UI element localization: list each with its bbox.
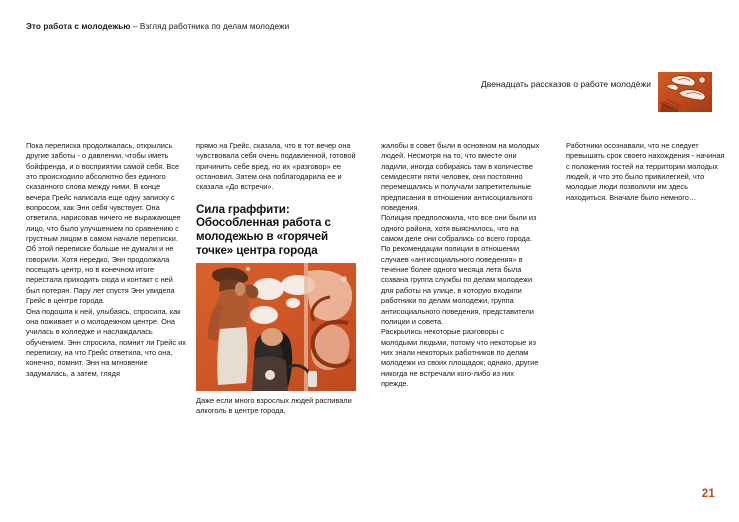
paragraph: По рекомендации полиции в отношении случаев «антисоциального поведения» в течение более одного месяца лета была созвана группа службы по делам молодежи для работы на улице, в которую входили работники по делам молодежи, группа антисоциального поведения, представители полиции и совета. (381, 244, 534, 326)
text-column-3 (381, 141, 541, 389)
paragraph: Об этой переписке больше не думали и не говорили. Хотя нередко, Энн продолжала посещать центр, но в конечном итоге перестала приходить сюда и контакт с ней был потерян. Пару лет спустя Энн увидела Грейс в центре города. (26, 244, 175, 306)
paragraph: прямо на Грейс, сказала, что в тот вечер она чувствовала себя очень подавленной, готовой причинить себе вред, но их «разговор» ее остановил. Затем она поблагодарила ее и сказала «До встречи». (196, 141, 356, 192)
paragraph: Работники осознавали, что не следует превышать срок своего нахождения - начиная с положения гостей на территории молодых людей, и что это было привилегией, что молодые люди позволили им здесь находиться. Вначале было немного… (566, 141, 725, 202)
text-column-2 (196, 141, 356, 417)
paragraph: Она подошла к ней, улыбаясь, спросила, как она поживает и о молодежном центре. Она училась в колледже и наслаждалась обучением. Энн спросила, помнит ли Грейс их переписку, на что Грейс ответила, что она, конечно, помнит. Энн на мгновение задумалась, а затем, глядя (26, 306, 186, 378)
figure-caption: Даже если много взрослых людей распивали алкоголь в центре города, (196, 396, 352, 416)
text-column-4 (566, 141, 728, 203)
page-number: 21 (701, 488, 715, 500)
paragraph: Пока переписка продолжалась, открылись другие заботы - о давлении, чтобы иметь бойфренда, и о восприятии самой себя. Все это происходило абсолютно без единого сказанного слова между ними. В конце вечера Грейс написала еще одну записку с вопросом, как Энн себя чувствует. Она ответила, нарисовав ничего не выражающее лицо, что было улучшением по сравнению с грустным лицом в самом начале переписки. (26, 141, 181, 244)
paragraph: Раскрылись некоторые разговоры с молодыми людьми, потому что некоторые из них знали некоторых работников по делам молодежи из своих площадок; однако, другие никогда не встречали кого-либо из них прежде. (381, 327, 539, 388)
article-heading: Сила граффити: Обособленная работа с молодежью в «горячей точке» центра города (196, 202, 331, 257)
running-head-subtitle: – Взгляд работника по делам молодежи (132, 22, 290, 31)
running-head-title: Это работа с молодежью (26, 22, 131, 31)
hands-artwork-logo (658, 72, 712, 112)
column-grid (26, 141, 725, 471)
text-column-1 (26, 141, 186, 379)
running-head (26, 21, 289, 32)
graffiti-wall-illustration (196, 263, 356, 391)
paragraph: жалобы в совет были в основном на молодых людей. Несмотря на то, что вместе они ладили, иногда собираясь там в количестве семидесяти пяти человек, они постоянно перемещались и получали запретительные предписания в отношении антисоциального поведения. (381, 141, 540, 213)
paragraph: Полиция предположила, что все они были из одного района, хотя выяснилось, что на самом деле они собрались со всего города. (381, 213, 537, 244)
series-line: Двенадцать рассказов о работе молодёжи (480, 79, 651, 89)
